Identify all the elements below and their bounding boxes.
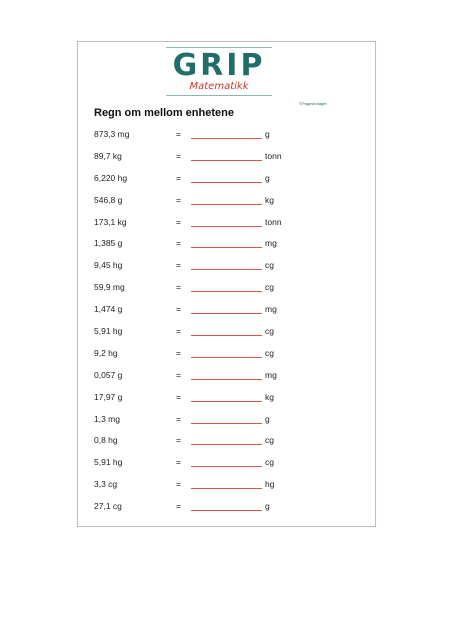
problem-row bbox=[94, 238, 364, 260]
equals-sign: = bbox=[176, 413, 181, 424]
answer-line[interactable] bbox=[191, 160, 262, 161]
target-unit: kg bbox=[265, 194, 274, 205]
answer-line[interactable] bbox=[191, 291, 262, 292]
worksheet-page bbox=[77, 41, 376, 527]
answer-line[interactable] bbox=[191, 247, 262, 248]
problem-row bbox=[94, 195, 364, 217]
problem-row bbox=[94, 260, 364, 282]
equals-sign: = bbox=[176, 347, 181, 358]
target-unit: mg bbox=[265, 238, 277, 249]
equals-sign: = bbox=[176, 479, 181, 490]
target-unit: g bbox=[265, 172, 270, 183]
target-unit: kg bbox=[265, 391, 274, 402]
answer-line[interactable] bbox=[191, 357, 262, 358]
copyright-notice: ©Pagesforlaget bbox=[299, 101, 327, 106]
problem-value: 6,220 hg bbox=[94, 172, 128, 183]
target-unit: g bbox=[265, 413, 270, 424]
equals-sign: = bbox=[176, 172, 181, 183]
problem-value: 1,474 g bbox=[94, 304, 123, 315]
problem-row bbox=[94, 304, 364, 326]
answer-line[interactable] bbox=[191, 313, 262, 314]
logo-brand: GRIP bbox=[172, 48, 266, 83]
problem-list bbox=[94, 129, 364, 523]
answer-line[interactable] bbox=[191, 204, 262, 205]
problem-value: 173,1 kg bbox=[94, 216, 127, 227]
target-unit: cg bbox=[265, 347, 274, 358]
problem-row bbox=[94, 348, 364, 370]
problem-value: 9,2 hg bbox=[94, 347, 118, 358]
problem-row bbox=[94, 457, 364, 479]
problem-row bbox=[94, 217, 364, 239]
answer-line[interactable] bbox=[191, 488, 262, 489]
equals-sign: = bbox=[176, 238, 181, 249]
worksheet-title: Regn om mellom enhetene bbox=[94, 107, 234, 119]
target-unit: tonn bbox=[265, 216, 282, 227]
problem-row bbox=[94, 151, 364, 173]
problem-value: 5,91 hg bbox=[94, 457, 123, 468]
target-unit: cg bbox=[265, 457, 274, 468]
problem-value: 873,3 mg bbox=[94, 129, 130, 139]
answer-line[interactable] bbox=[191, 379, 262, 380]
answer-line[interactable] bbox=[191, 335, 262, 336]
target-unit: cg bbox=[265, 282, 274, 293]
problem-value: 0,057 g bbox=[94, 369, 123, 380]
problem-value: 89,7 kg bbox=[94, 150, 122, 161]
equals-sign: = bbox=[176, 501, 181, 512]
problem-row bbox=[94, 414, 364, 436]
target-unit: mg bbox=[265, 304, 277, 315]
problem-value: 27,1 cg bbox=[94, 501, 122, 512]
problem-row bbox=[94, 479, 364, 501]
problem-row bbox=[94, 501, 364, 523]
target-unit: mg bbox=[265, 369, 277, 380]
problem-row bbox=[94, 392, 364, 414]
answer-line[interactable] bbox=[191, 138, 262, 139]
target-unit: cg bbox=[265, 326, 274, 337]
problem-value: 1,3 mg bbox=[94, 413, 120, 424]
target-unit: cg bbox=[265, 260, 274, 271]
problem-row bbox=[94, 173, 364, 195]
answer-line[interactable] bbox=[191, 423, 262, 424]
problem-row bbox=[94, 282, 364, 304]
equals-sign: = bbox=[176, 216, 181, 227]
equals-sign: = bbox=[176, 129, 181, 139]
problem-row bbox=[94, 129, 364, 151]
problem-value: 9,45 hg bbox=[94, 260, 123, 271]
equals-sign: = bbox=[176, 260, 181, 271]
equals-sign: = bbox=[176, 194, 181, 205]
equals-sign: = bbox=[176, 435, 181, 446]
equals-sign: = bbox=[176, 369, 181, 380]
target-unit: g bbox=[265, 129, 270, 139]
problem-value: 17,97 g bbox=[94, 391, 123, 402]
problem-value: 1,385 g bbox=[94, 238, 123, 249]
equals-sign: = bbox=[176, 282, 181, 293]
logo-subtitle: Matematikk bbox=[189, 81, 249, 92]
problem-row bbox=[94, 435, 364, 457]
problem-row bbox=[94, 326, 364, 348]
equals-sign: = bbox=[176, 304, 181, 315]
grip-logo bbox=[166, 47, 272, 96]
problem-value: 546,8 g bbox=[94, 194, 123, 205]
equals-sign: = bbox=[176, 457, 181, 468]
problem-value: 3,3 cg bbox=[94, 479, 118, 490]
answer-line[interactable] bbox=[191, 182, 262, 183]
answer-line[interactable] bbox=[191, 269, 262, 270]
problem-value: 59,9 mg bbox=[94, 282, 125, 293]
answer-line[interactable] bbox=[191, 401, 262, 402]
equals-sign: = bbox=[176, 326, 181, 337]
problem-value: 0,8 hg bbox=[94, 435, 118, 446]
answer-line[interactable] bbox=[191, 444, 262, 445]
target-unit: hg bbox=[265, 479, 275, 490]
target-unit: cg bbox=[265, 435, 274, 446]
answer-line[interactable] bbox=[191, 226, 262, 227]
equals-sign: = bbox=[176, 150, 181, 161]
answer-line[interactable] bbox=[191, 466, 262, 467]
problem-value: 5,91 hg bbox=[94, 326, 123, 337]
logo-rule-bottom bbox=[166, 95, 272, 96]
target-unit: tonn bbox=[265, 150, 282, 161]
answer-line[interactable] bbox=[191, 510, 262, 511]
problem-row bbox=[94, 370, 364, 392]
target-unit: g bbox=[265, 501, 270, 512]
equals-sign: = bbox=[176, 391, 181, 402]
